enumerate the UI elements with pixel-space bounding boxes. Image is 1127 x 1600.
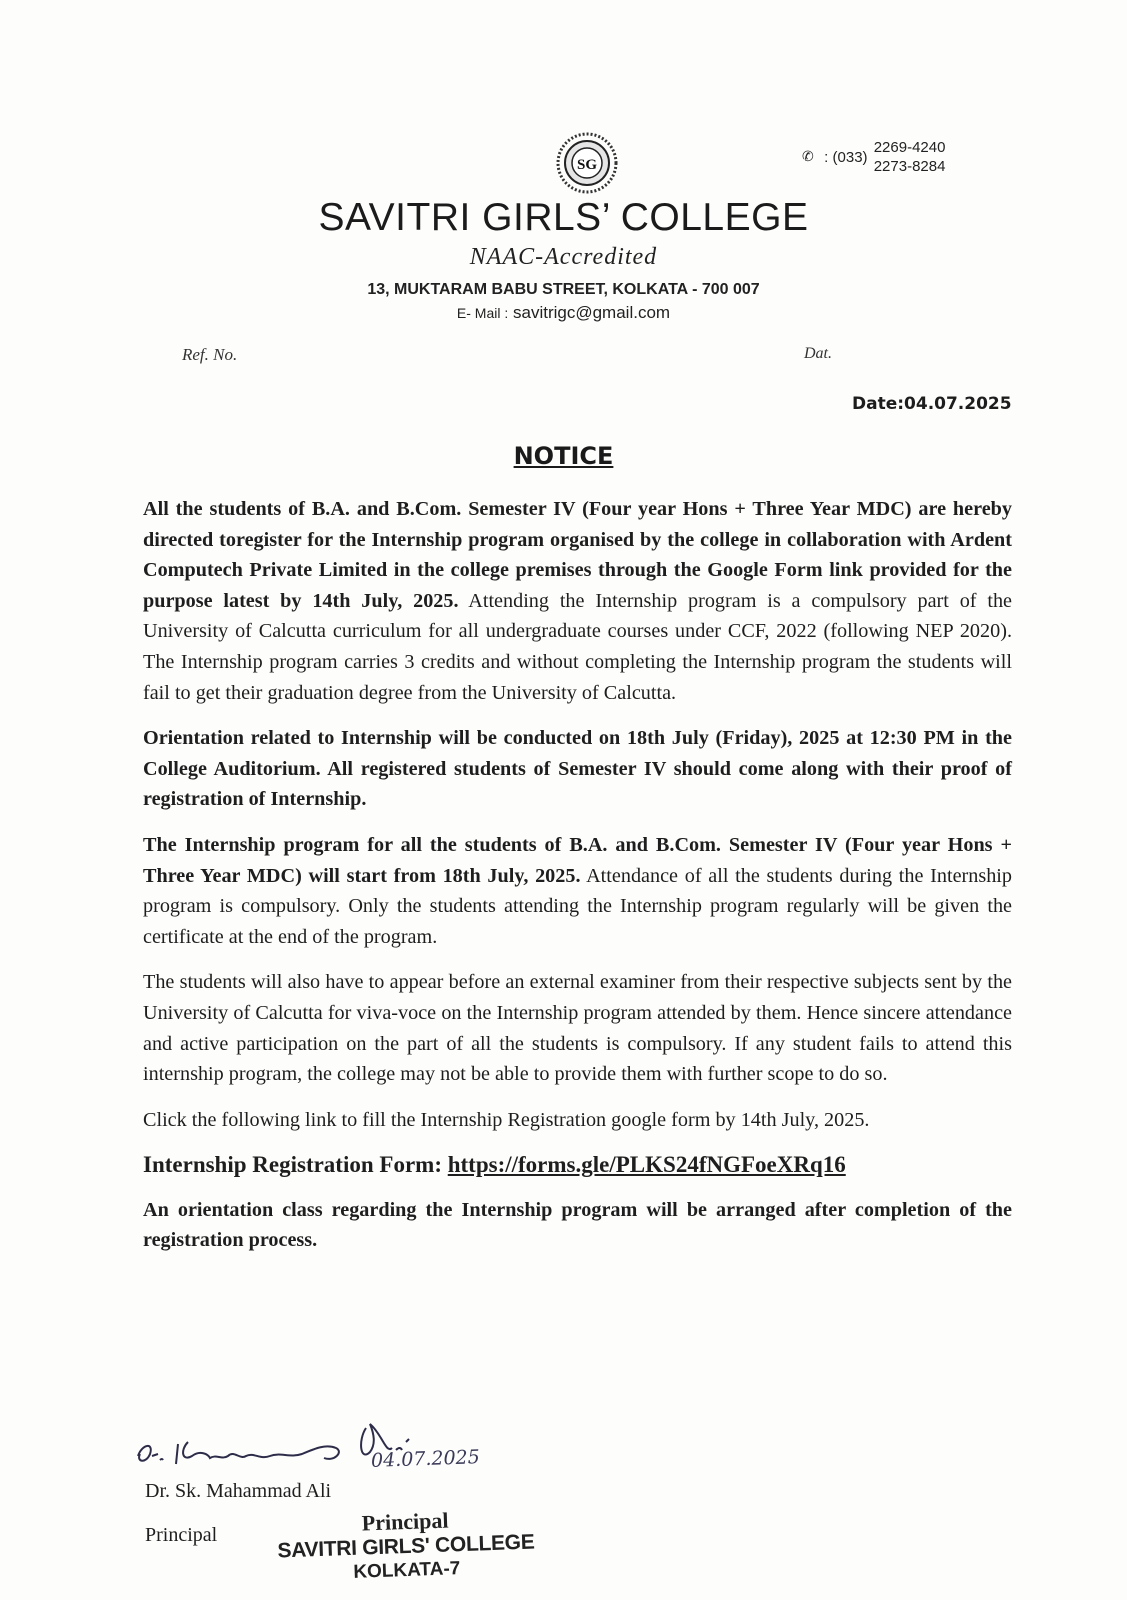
email-address: savitrigc@gmail.com [513, 303, 671, 322]
paragraph-1-rest: Attending the Internship program is a compulsory part of the University of Calcutta curriculum for all undergraduate courses under CCF, 2022 (following NEP 2020). The Internship program carries 3 credits and without completing the Internship program the students will fail to get their graduation degree from the University of Calcutta. [143, 589, 1013, 704]
college-address: 13, MUKTARAM BABU STREET, KOLKATA - 700 007 [367, 281, 760, 298]
college-emblem-logo [556, 132, 618, 194]
signature-date: 04.07.2025 [370, 1446, 481, 1472]
paragraph-2 [143, 723, 1012, 815]
paragraph-5: Click the following link to fill the Internship Registration google form by 14th July, 2025. [143, 1108, 870, 1131]
college-name: SAVITRI GIRLS’ COLLEGE [318, 196, 809, 239]
handwritten-signature [130, 1404, 490, 1484]
principal-stamp [275, 1505, 537, 1587]
ref-no-label: Ref. No. [182, 345, 238, 364]
email-line [0, 303, 1127, 323]
registration-link-label: Internship Registration Form: [143, 1152, 448, 1178]
telephone-icon: ✆ [802, 147, 814, 164]
paragraph-6 [143, 1195, 1012, 1256]
paragraph-2-bold: Orientation related to Internship will be conducted on 18th July (Friday), 2025 at 12:30 PM in the College Auditorium. All registered students of Semester IV should come along with their proof of registration of Internship. [143, 727, 1012, 811]
stamp-line-3: KOLKATA-7 [353, 1558, 461, 1583]
paragraph-1 [143, 494, 1012, 708]
paragraph-3-bold: The Internship program for all the students of B.A. and B.Com. Semester IV (Four year Hons + Three Year MDC) will start from 18th July, 2025. [143, 833, 1012, 887]
phone-number-2: 2273-8284 [873, 158, 946, 175]
phone-block: ✆ : (033) 2269-4240 2273-8284 [802, 139, 946, 175]
notice-body [143, 494, 1012, 1271]
paragraph-6-bold: An orientation class regarding the Internship program will be arranged after completion of the registration process. [143, 1198, 1012, 1252]
paragraph-4: The students will also have to appear before an external examiner from their respective subjects sent by the University of Calcutta for viva-voce on the Internship program attended by them. Hence sincere attendance and active participation on the part of all the students is compulsory. If any student fails to attend this internship program, the college may not be able to provide them with further scope to do so. [143, 971, 1012, 1086]
signatory-role: Principal [145, 1524, 218, 1546]
phone-number-1: 2269-4240 [873, 139, 946, 156]
registration-link-line [143, 1150, 1012, 1181]
paragraph-3-rest: Attendance of all the students during the Internship program is compulsory. Only the students attending the Internship program regularly will be given the certificate at the end of the program. [143, 864, 1012, 948]
logo-text: SG [576, 157, 598, 173]
notice-date: Date:04.07.2025 [852, 394, 1012, 414]
phone-prefix: (033) [832, 148, 868, 166]
registration-form-link[interactable]: https://forms.gle/PLKS24fNGFoeXRq16 [447, 1152, 846, 1178]
email-label: E- Mail : [456, 305, 509, 321]
stamp-line-1: Principal [361, 1507, 449, 1536]
stamp-line-2: SAVITRI GIRLS' COLLEGE [277, 1530, 535, 1563]
date-field-label: Dat. [804, 345, 832, 362]
signatory-name: Dr. Sk. Mahammad Ali [145, 1480, 332, 1502]
notice-title: NOTICE [513, 442, 614, 470]
accreditation: NAAC-Accredited [469, 244, 658, 270]
paragraph-3 [143, 830, 1012, 952]
paragraph-1-bold: All the students of B.A. and B.Com. Semester IV (Four year Hons + Three Year MDC) are hereby directed toregister for the Internship program organised by the college in collaboration with Ardent Computech Private Limited in the college premises through the Google Form link provided for the purpose latest by 14th July, 2025. [143, 498, 1012, 612]
